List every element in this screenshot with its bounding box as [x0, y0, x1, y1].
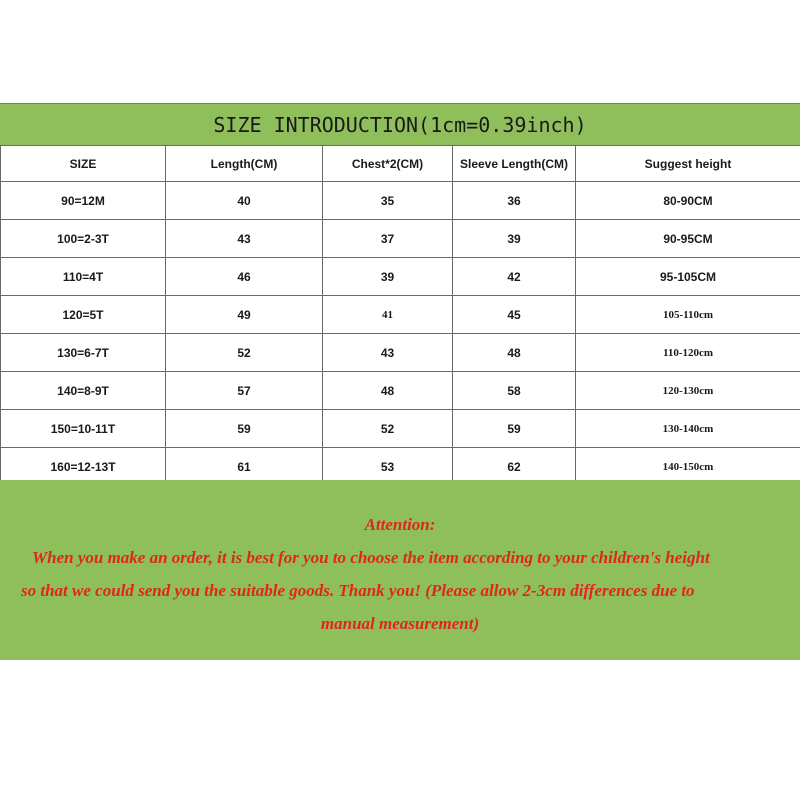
- cell-height: 95-105CM: [576, 258, 800, 296]
- table-row: [1, 220, 800, 258]
- cell-sleeve: 48: [453, 334, 576, 372]
- cell-size: 100=2-3T: [1, 220, 166, 258]
- cell-size: 110=4T: [1, 258, 166, 296]
- cell-length: 40: [166, 182, 323, 220]
- header-sleeve-length: Sleeve Length(CM): [453, 146, 576, 182]
- cell-chest: 53: [323, 448, 453, 486]
- attention-title: Attention:: [364, 515, 436, 534]
- cell-chest: 39: [323, 258, 453, 296]
- cell-length: 61: [166, 448, 323, 486]
- attention-text-line: manual measurement): [320, 614, 480, 633]
- cell-size: 90=12M: [1, 182, 166, 220]
- cell-chest: 43: [323, 334, 453, 372]
- cell-sleeve: 62: [453, 448, 576, 486]
- table-row: [1, 258, 800, 296]
- cell-chest: 37: [323, 220, 453, 258]
- cell-size: 140=8-9T: [1, 372, 166, 410]
- attention-text-line: When you make an order, it is best for you to choose the item according to your children's height: [32, 548, 710, 567]
- table-row: [1, 296, 800, 334]
- cell-height: 80-90CM: [576, 182, 800, 220]
- header-length: Length(CM): [166, 146, 323, 182]
- cell-chest: 48: [323, 372, 453, 410]
- cell-length: 49: [166, 296, 323, 334]
- header-chest: Chest*2(CM): [323, 146, 453, 182]
- table-row: [1, 334, 800, 372]
- cell-height: 140-150cm: [576, 448, 800, 486]
- size-table: [0, 145, 800, 486]
- cell-chest: 52: [323, 410, 453, 448]
- table-row: [1, 182, 800, 220]
- cell-sleeve: 59: [453, 410, 576, 448]
- cell-height: 110-120cm: [576, 334, 800, 372]
- attention-notice: [0, 480, 800, 660]
- cell-sleeve: 39: [453, 220, 576, 258]
- cell-height: 105-110cm: [576, 296, 800, 334]
- table-row: [1, 410, 800, 448]
- cell-length: 59: [166, 410, 323, 448]
- cell-size: 160=12-13T: [1, 448, 166, 486]
- table-header-row: [1, 146, 800, 182]
- table-row: [1, 372, 800, 410]
- cell-sleeve: 42: [453, 258, 576, 296]
- cell-sleeve: 45: [453, 296, 576, 334]
- header-suggest-height: Suggest height: [576, 146, 800, 182]
- cell-sleeve: 58: [453, 372, 576, 410]
- cell-height: 120-130cm: [576, 372, 800, 410]
- cell-length: 46: [166, 258, 323, 296]
- cell-sleeve: 36: [453, 182, 576, 220]
- cell-size: 130=6-7T: [1, 334, 166, 372]
- header-size: SIZE: [1, 146, 166, 182]
- attention-text-line: so that we could send you the suitable goods. Thank you! (Please allow 2-3cm differences due to: [21, 581, 695, 600]
- cell-size: 150=10-11T: [1, 410, 166, 448]
- cell-length: 43: [166, 220, 323, 258]
- cell-height: 130-140cm: [576, 410, 800, 448]
- cell-chest: 41: [323, 296, 453, 334]
- cell-length: 57: [166, 372, 323, 410]
- cell-size: 120=5T: [1, 296, 166, 334]
- cell-height: 90-95CM: [576, 220, 800, 258]
- cell-length: 52: [166, 334, 323, 372]
- chart-title: SIZE INTRODUCTION(1cm=0.39inch): [0, 103, 800, 145]
- cell-chest: 35: [323, 182, 453, 220]
